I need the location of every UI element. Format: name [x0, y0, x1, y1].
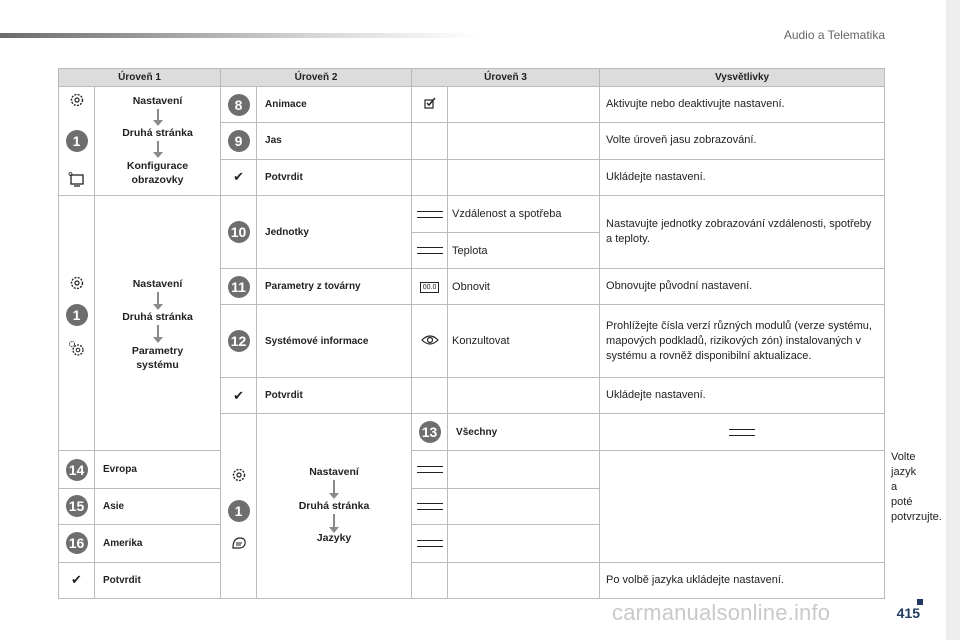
list-bar-icon: [729, 429, 755, 436]
level3-option-konzultovat: Konzultovat: [448, 305, 600, 378]
row-number-cell: [221, 123, 257, 159]
level2-number-badge: 8: [228, 94, 250, 116]
level2-label-potvrdit: Potvrdit: [257, 159, 412, 195]
level1-number-badge: 1: [66, 130, 88, 152]
level1-menu-cell: [257, 414, 412, 599]
level2-number-badge: 10: [228, 221, 250, 243]
level3-option-obnovit: Obnovit: [448, 269, 600, 305]
level3-icon-cell: [600, 414, 885, 451]
table-row: [59, 87, 885, 123]
level2-label-vsechny: Všechny: [448, 414, 600, 451]
table-row: [59, 562, 885, 598]
menu-item-druha-stranka: Druhá stránka: [122, 127, 193, 139]
level2-number-badge: 14: [66, 459, 88, 481]
level3-icon-cell: [412, 488, 448, 524]
level2-label-jas: Jas: [257, 123, 412, 159]
row-number-cell: [412, 414, 448, 451]
settings-table: [58, 68, 942, 599]
level2-number-badge: 11: [228, 276, 250, 298]
language-icon: [230, 534, 248, 552]
row-number-cell: [221, 305, 257, 378]
check-cell: [59, 562, 95, 598]
list-bar-icon: [417, 466, 443, 473]
explanation-cell: Nastavujte jednotky zobrazování vzdálenosti, spotřeby a teploty.: [600, 196, 885, 269]
gear-icon: [68, 274, 86, 292]
checkmark-icon: ✔: [71, 572, 82, 588]
level1-icons-cell: [59, 196, 95, 451]
top-decorative-bar: [0, 33, 480, 38]
arrow-down: [333, 480, 335, 494]
list-bar-icon: [417, 247, 443, 254]
level2-label-asie: Asie: [95, 488, 221, 524]
level2-label-jednotky: Jednotky: [257, 196, 412, 269]
level1-icons-cell: [221, 414, 257, 599]
col-header-level2: Úroveň 2: [221, 69, 412, 87]
watermark: carmanualsonline.info: [612, 600, 831, 625]
level2-label-animace: Animace: [257, 87, 412, 123]
explanation-cell: Ukládejte nastavení.: [600, 159, 885, 195]
table-row: [59, 451, 885, 488]
level1-menu-cell: [95, 196, 221, 451]
arrow-down: [157, 325, 159, 338]
page-number: 415: [896, 605, 920, 621]
explanation-cell: Obnovujte původní nastavení.: [600, 269, 885, 305]
level3-icon-cell: [412, 305, 448, 378]
menu-item-druha-stranka: Druhá stránka: [298, 500, 370, 512]
level3-icon-cell: [412, 196, 448, 233]
menu-item-jazyky: Jazyky: [316, 532, 352, 544]
arrow-down: [157, 292, 159, 305]
side-stripe: [946, 0, 960, 640]
checkmark-icon: ✔: [233, 387, 244, 403]
level2-label-potvrdit: Potvrdit: [257, 378, 412, 414]
gear-icon: [68, 91, 86, 109]
level3-icon-cell: [412, 525, 448, 562]
table-row: 1 Nastavení Druhá stránka Jazyky 13 Všechny Volte jazyk a poté potvrzujte.: [59, 414, 885, 451]
level2-label-parametry-z-tovarny: Parametry z továrny: [257, 269, 412, 305]
row-number-cell: [59, 525, 95, 562]
arrow-down: [157, 109, 159, 121]
list-bar-icon: [417, 211, 443, 218]
menu-item-nastaveni: Nastavení: [132, 278, 183, 291]
arrow-down: [333, 514, 335, 528]
level2-label-systemove-informace: Systémové informace: [257, 305, 412, 378]
level2-number-badge: 16: [66, 532, 88, 554]
list-bar-icon: [417, 540, 443, 547]
row-number-cell: [59, 488, 95, 524]
explanation-cell: Volte úroveň jasu zobrazování.: [600, 123, 885, 159]
eye-icon: [421, 331, 439, 349]
level3-option-vzdalenost: Vzdálenost a spotřeba: [448, 196, 600, 233]
screen-config-icon: [68, 171, 86, 189]
level3-icon-cell: [412, 269, 448, 305]
level1-number-badge: 1: [228, 500, 250, 522]
reset-display-icon: 00.0: [420, 282, 440, 293]
menu-item-konfigurace: Konfigurace obrazovky: [126, 160, 189, 186]
check-cell: [221, 159, 257, 195]
level3-option-teplota: Teplota: [448, 233, 600, 269]
menu-item-druha-stranka: Druhá stránka: [122, 311, 193, 324]
menu-item-nastaveni: Nastavení: [309, 466, 359, 478]
level3-option-cell: [448, 87, 600, 123]
level2-label-potvrdit: Potvrdit: [95, 562, 221, 598]
col-header-level1: Úroveň 1: [59, 69, 221, 87]
explanation-cell: Prohlížejte čísla verzí různých modulů (verze systému, mapových podkladů, rizikových zón) instalovaných v systému a rovněž disponibilní aktualizace.: [600, 305, 885, 378]
level3-icon-cell: [412, 87, 448, 123]
level2-label-evropa: Evropa: [95, 451, 221, 488]
table-row: [59, 196, 885, 233]
level3-icon-cell: [412, 233, 448, 269]
check-cell: [221, 378, 257, 414]
checkmark-icon: ✔: [233, 169, 244, 185]
menu-item-nastaveni: Nastavení: [132, 95, 183, 107]
system-gears-icon: [68, 340, 86, 358]
explanation-cell: Ukládejte nastavení.: [600, 378, 885, 414]
col-header-level3: Úroveň 3: [412, 69, 600, 87]
section-title: Audio a Telematika: [783, 28, 885, 42]
level1-icons-cell: [59, 87, 95, 196]
level2-number-badge: 9: [228, 130, 250, 152]
table-header-row: [59, 69, 885, 87]
row-number-cell: [221, 196, 257, 269]
menu-item-parametry-systemu: Parametry systému: [131, 345, 184, 372]
explanation-cell: Aktivujte nebo deaktivujte nastavení.: [600, 87, 885, 123]
gear-icon: [230, 466, 248, 484]
level2-number-badge: 12: [228, 330, 250, 352]
list-bar-icon: [417, 503, 443, 510]
level1-menu-cell: [95, 87, 221, 196]
checkbox-icon: [421, 94, 439, 112]
row-number-cell: [221, 269, 257, 305]
row-number-cell: [59, 451, 95, 488]
arrow-down: [157, 141, 159, 153]
table-row: [59, 488, 885, 524]
explanation-cell: Po volbě jazyka ukládejte nastavení.: [600, 562, 885, 598]
level1-number-badge: 1: [66, 304, 88, 326]
level2-number-badge: 13: [419, 421, 441, 443]
table-row: [59, 525, 885, 562]
row-number-cell: [221, 87, 257, 123]
level2-label-amerika: Amerika: [95, 525, 221, 562]
level2-number-badge: 15: [66, 495, 88, 517]
level3-icon-cell: [412, 451, 448, 488]
col-header-explanation: Vysvětlivky: [600, 69, 885, 87]
